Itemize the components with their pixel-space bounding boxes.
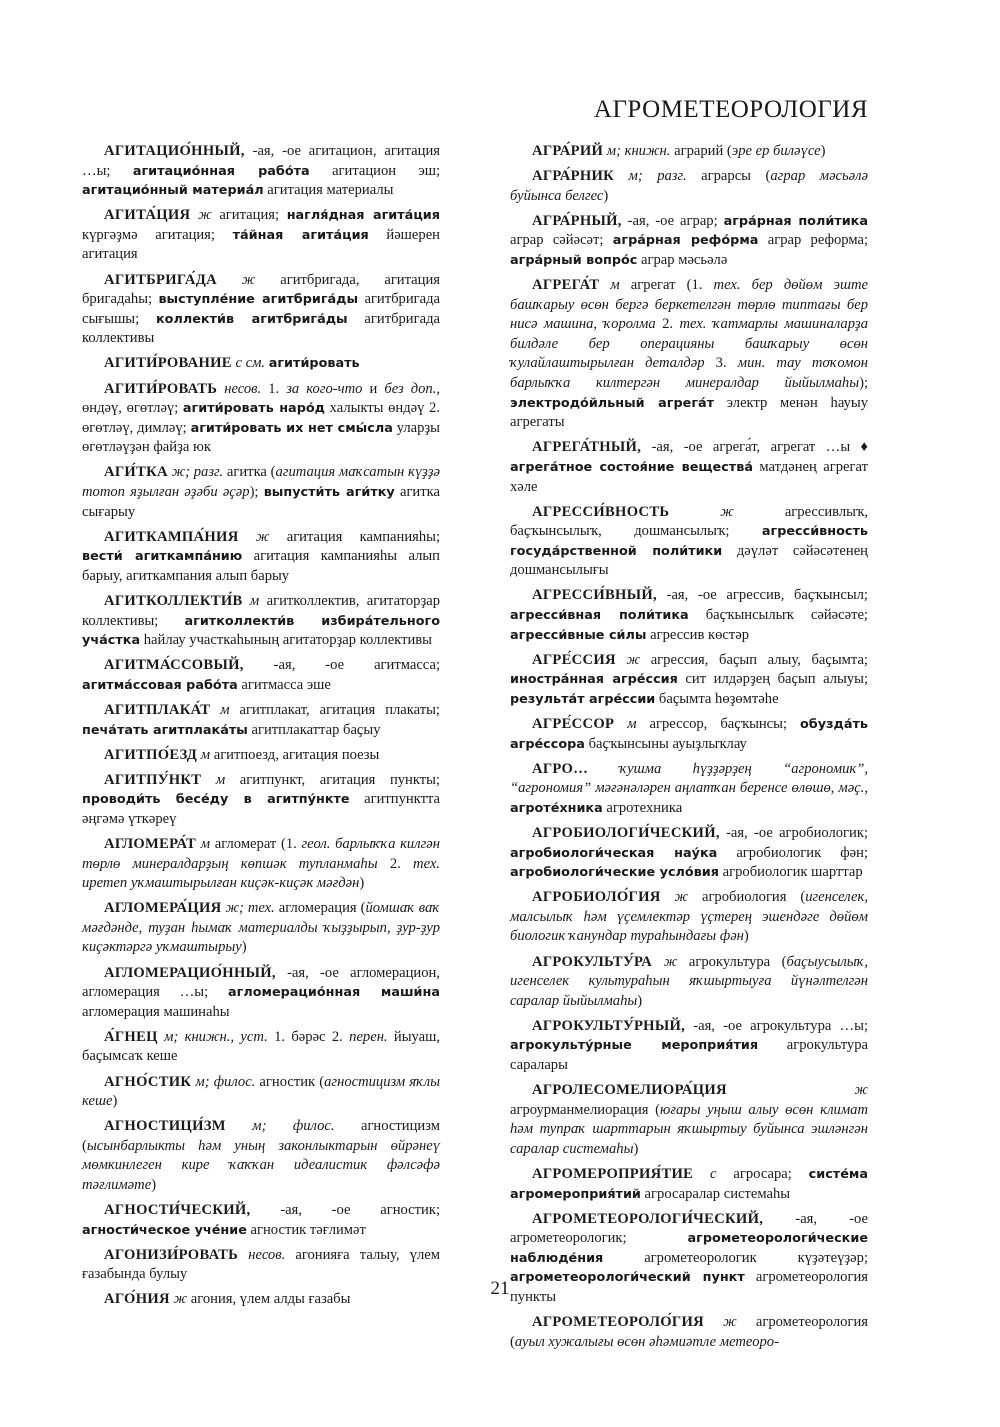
grammar-note: юғары уңыш алыу өсөн климат һәм тупраҡ шарттарын яҡшыртыу буйынса эшләнгән саралар системаһы	[510, 1101, 869, 1157]
grammar-note: м	[215, 771, 226, 788]
grammar-note: баҫыусылыҡ, игенселек культураһын яҡшыртыуға йүнәлтелгән саралар йыйылмаһы	[510, 953, 868, 1009]
gloss-text	[226, 1118, 252, 1134]
gloss-text	[201, 772, 216, 788]
gloss-text: агитбригада, агитация бригадаһы;	[82, 271, 440, 308]
phrase: печа́тать агитплака́ты	[82, 722, 248, 738]
headword: АГРОМЕТЕОРОЛОГИ́ЧЕСКИЙ,	[532, 1210, 764, 1227]
headword: АГНОСТИЦИ́ЗМ	[104, 1118, 226, 1135]
grammar-note: с	[710, 1166, 717, 1182]
dictionary-entry	[82, 701, 440, 740]
phrase: агрометеорологи́ческие наблюде́ния	[510, 1231, 868, 1266]
gloss-text	[614, 168, 629, 184]
gloss-text: агробиологик шарттар	[719, 864, 863, 881]
phrase: агитколлекти́в избира́тельного уча́стка	[82, 613, 441, 649]
phrase: агра́рная поли́тика	[723, 213, 868, 229]
phrase: та́йная агита́ция	[232, 227, 369, 243]
grammar-note: ж	[674, 889, 689, 906]
grammar-note: м; разг.	[628, 168, 687, 185]
headword: АГРЕ́ССОР	[532, 716, 615, 733]
gloss-text: агломерация (	[274, 900, 366, 917]
dictionary-entry	[82, 1201, 440, 1240]
gloss-text: агитация кампанияһы алып барыу, агиткампания алып барыу	[82, 548, 440, 584]
gloss-text	[669, 504, 720, 520]
gloss-text	[616, 652, 627, 668]
gloss-text: )	[743, 928, 749, 945]
gloss-text: баҫҡынсыны ауыҙлыҡлау	[584, 735, 747, 752]
phrase: агрокульту́рные мероприя́тия	[510, 1038, 759, 1054]
dictionary-entry	[82, 592, 440, 651]
gloss-text: халыкты өндәү 2. өгөтләү, димләү;	[82, 400, 440, 436]
dictionary-entry	[510, 760, 868, 819]
phrase: нагля́дная агита́ция	[286, 208, 440, 224]
dictionary-entry	[510, 586, 868, 645]
gloss-text: агностицизм (	[82, 1118, 440, 1154]
gloss-text: агитпунктта әңгәмә үткәреү	[82, 791, 440, 827]
headword: АГРА́РНИК	[532, 168, 615, 185]
gloss-text: агонияға талыу, үлем ғазабында булыу	[82, 1246, 440, 1283]
gloss-text: агрегат (1.	[619, 277, 714, 294]
gloss-text: аграр реформа;	[758, 232, 869, 249]
running-head: АГРОМЕТЕОРОЛОГИЯ	[593, 96, 868, 123]
dictionary-entry	[82, 899, 440, 958]
grammar-note: ҡушма һүҙҙәрҙең “агрономик”, “агрономия” мәғәнәләрен аңлатҡан беренсе өлөшө, мәҫ.	[510, 760, 868, 797]
phrase: агитма́ссовая рабо́та	[82, 677, 238, 693]
gloss-text: )	[603, 187, 609, 204]
dictionary-entry	[510, 212, 868, 271]
gloss-text: -ая, -ое агломерацион, агломерация …ы;	[82, 964, 440, 1001]
grammar-note: тех. иретеп уҡмаштырылған киҫәк-киҫәк мәғдән	[82, 855, 440, 892]
grammar-note: ж	[720, 503, 734, 520]
phrase: выпусти́ть аги́тку	[263, 485, 395, 500]
grammar-note: с см.	[235, 355, 266, 372]
gloss-text	[210, 702, 220, 718]
grammar-note: за кого-что	[286, 380, 363, 397]
grammar-note: ауыл хужалығы өсөн әһәмиәтле метеоро-	[514, 1333, 779, 1350]
phrase: агити́ровать	[268, 356, 360, 372]
gloss-text: агломерация машинаһы	[82, 1003, 230, 1020]
gloss-text: 3.	[704, 355, 738, 372]
phrase: выступле́ние агитбрига́ды	[158, 292, 359, 308]
headword: АГИТИ́РОВАНИЕ	[104, 355, 232, 372]
gloss-text: агрокультура саралары	[510, 1037, 868, 1074]
gloss-text: агробиологик фән;	[717, 844, 868, 861]
gloss-text: агитка (	[223, 464, 276, 481]
headword: АГРОБИОЛО́ГИЯ	[532, 889, 661, 906]
gloss-text: агитация материалы	[263, 182, 394, 199]
gloss-text: агротехника	[602, 799, 683, 816]
phrase: коллекти́в агитбрига́ды	[155, 311, 348, 327]
dictionary-entry	[82, 354, 440, 374]
gloss-text: )	[112, 1093, 118, 1110]
grammar-note: ж	[173, 1291, 188, 1308]
gloss-text: агитация кампанияһы;	[269, 528, 440, 545]
gloss-text: баҫҡынсылыҡ сәйәсәте;	[688, 607, 868, 624]
headword: АГИТПУ́НКТ	[104, 771, 202, 788]
gloss-text: -ая, -ое агитмасса;	[243, 657, 440, 674]
grammar-note: агитация маҡсатын күҙҙә тотоп яҙылған әҙәби әҫәр	[82, 464, 440, 500]
dictionary-entry	[510, 1313, 868, 1352]
phrase: агробиологи́ческие усло́вия	[510, 865, 719, 881]
gloss-text: агитпоезд, агитация поезы	[210, 746, 380, 763]
dictionary-entry	[82, 1117, 440, 1195]
gloss-text	[652, 954, 664, 970]
gloss-text: );	[859, 375, 868, 392]
right-column	[510, 142, 868, 1358]
phrase: электродо́йльный агрега́т	[510, 395, 715, 411]
headword: АГИТМА́ССОВЫЙ,	[104, 657, 244, 674]
gloss-text: агрессор, баҫҡынсы;	[636, 716, 801, 733]
gloss-text: агломерат (1.	[210, 836, 302, 852]
grammar-note: ж	[663, 953, 678, 970]
phrase: агитацио́нная рабо́та	[132, 163, 310, 179]
gloss-text: уларҙы өгөтләүҙән файҙа юк	[82, 419, 440, 456]
phrase: проводи́ть бесе́ду в агитпу́нкте	[82, 792, 350, 808]
grammar-note: ж	[626, 651, 641, 668]
gloss-text: )	[633, 1140, 639, 1157]
page-number: 21	[490, 1278, 510, 1299]
gloss-text	[693, 1166, 710, 1182]
headword: АГЛОМЕРА́Т	[104, 836, 197, 852]
grammar-note: ж	[255, 528, 270, 545]
gloss-text: агитацион эш;	[309, 162, 441, 179]
phrase: агрометеорологи́ческий пункт	[510, 1270, 745, 1286]
headword: АГОНИЗИ́РОВАТЬ	[104, 1246, 239, 1263]
headword: АГРОКУЛЬТУ́РА	[532, 953, 653, 970]
gloss-text: агитплакат, агитация плакаты;	[229, 701, 440, 718]
gloss-text: )	[241, 939, 247, 956]
gloss-text: агитплакаттар баҫыу	[247, 721, 381, 738]
phrase: агресси́вность госуда́рственной поли́тики	[510, 524, 868, 559]
headword: АГРА́РИЙ	[532, 143, 604, 159]
gloss-text: -ая, -ое агитацион, агитация …ы;	[82, 143, 440, 179]
gloss-text: электр менән һауыу агрегаты	[510, 394, 868, 431]
grammar-note: мин. тау тоҡомон барлыҡҡа килтергән минералдар йыйылмаһы	[510, 355, 869, 392]
gloss-text: 2.	[655, 316, 680, 333]
gloss-text: агробиология (	[688, 889, 806, 906]
headword: АГИ́ТКА	[104, 464, 168, 481]
gloss-text: йәшерен агитация	[82, 226, 440, 263]
dictionary-entry	[510, 503, 868, 581]
gloss-text: агитмасса эше	[237, 676, 331, 693]
headword: АГИТА́ЦИЯ	[104, 207, 191, 224]
grammar-note: м; книжн.	[606, 143, 671, 159]
headword: АГРА́РНЫЙ,	[532, 212, 622, 229]
gloss-text: агитпункт, агитация пункты;	[225, 771, 440, 788]
gloss-text: һайлау участкаһының агитаторҙар коллективы	[140, 632, 432, 649]
gloss-text: агрометеорологик күҙәтеүҙәр;	[603, 1249, 868, 1266]
grammar-note: без доп.	[384, 380, 437, 397]
gloss-text: -ая, -ое агностик;	[250, 1202, 440, 1219]
headword: АГНО́СТИК	[104, 1073, 192, 1090]
gloss-text	[614, 716, 627, 732]
grammar-note: ж	[854, 1082, 868, 1099]
grammar-note: м	[249, 592, 260, 609]
gloss-text	[217, 272, 242, 288]
gloss-text	[243, 593, 250, 609]
dictionary-entry	[510, 167, 868, 206]
phrase: агити́ровать их нет смы́сла	[190, 420, 393, 436]
gloss-text	[661, 889, 675, 905]
gloss-text	[239, 529, 256, 545]
gloss-text: агностик тәғлимәт	[246, 1221, 366, 1238]
dictionary-entry	[82, 380, 440, 458]
gloss-text: аграр сәйәсәт;	[510, 232, 613, 249]
gloss-text: -ая, -ое агробиологик;	[719, 825, 868, 841]
dictionary-entry	[510, 651, 868, 710]
grammar-note: м; книжн., уст.	[164, 1028, 268, 1045]
gloss-text: сит илдәрҙең баҫып алыуы;	[677, 671, 869, 688]
gloss-text: 1.	[261, 380, 287, 397]
gloss-text: дәүләт сәйәсәтенең дошмансылығы	[510, 542, 868, 579]
headword: АГНОСТИ́ЧЕСКИЙ,	[104, 1202, 251, 1219]
phrase: систе́ма агромероприя́тий	[510, 1167, 868, 1202]
dictionary-entry	[510, 142, 868, 162]
phrase: агра́рный вопро́с	[510, 252, 638, 268]
gloss-text: -ая, -ое агрометеорологик;	[510, 1210, 868, 1247]
grammar-note: ысынбарлыкты һәм уның законлыктарын өйрәнеү мөмкинлеген кире ҡаҡҡан идеалистик фәлсәфә тәғлимәте	[82, 1137, 440, 1193]
gloss-text: -ая, -ое агрега́т, агрегат …ы ♦	[641, 439, 868, 456]
gloss-text: аграр мәсьәлә	[637, 251, 728, 268]
gloss-text	[190, 207, 198, 223]
gloss-text: )	[820, 143, 826, 159]
grammar-note: ж	[241, 271, 256, 288]
gloss-text: агрокультура (	[677, 953, 787, 970]
grammar-note: м	[200, 746, 211, 763]
dictionary-entry	[82, 1028, 440, 1067]
dictionary-entry	[510, 1165, 868, 1204]
grammar-note: ж; тех.	[225, 900, 275, 917]
headword: АГРОМЕТЕОРОЛО́ГИЯ	[532, 1314, 704, 1331]
phrase: агресси́вная поли́тика	[510, 608, 689, 624]
grammar-note: эре ер биләүсе	[731, 143, 821, 159]
gloss-text: агония, үлем алды ғазабы	[187, 1291, 351, 1308]
gloss-text: агитка сығарыу	[82, 484, 440, 520]
headword: АГРОМЕРОПРИЯ́ТИЕ	[532, 1166, 694, 1182]
gloss-text	[588, 761, 619, 777]
gloss-text: агитколлектив, агитаторҙар коллективы;	[82, 592, 440, 629]
gloss-text: агроурманмелиорация (	[510, 1101, 661, 1118]
left-column	[82, 142, 440, 1316]
dictionary-entry	[82, 206, 440, 265]
gloss-text: )	[637, 992, 643, 1009]
gloss-text: , өндәү, өгөтләү;	[82, 380, 440, 417]
headword: АГРЕГА́Т	[532, 277, 600, 294]
dictionary-entry	[82, 271, 440, 349]
gloss-text: агрессия, баҫып алыу, баҫымта;	[640, 651, 868, 668]
dictionary-entry	[82, 746, 440, 766]
dictionary-entry	[82, 771, 440, 830]
dictionary-entry	[82, 656, 440, 695]
gloss-text: матдәнең агрегат хәле	[510, 458, 868, 495]
gloss-text: )	[151, 1177, 157, 1193]
phrase: иностра́нная агре́ссия	[510, 672, 678, 688]
headword: А́ГНЕЦ	[104, 1028, 158, 1045]
grammar-note: м; филос.	[252, 1118, 335, 1135]
dictionary-entry	[82, 463, 440, 522]
gloss-text: агрометеорология пункты	[510, 1269, 868, 1306]
grammar-note: аграр мәсьәлә буйынса белгес	[510, 168, 868, 204]
gloss-text: 2.	[377, 855, 414, 872]
grammar-note: игенселек, малсылыҡ һәм үҫемлектәр үҫтерең эшендәге дөйөм биологик ҡанундар тураһындағы фән	[510, 889, 868, 945]
phrase: агломерацио́нная маши́на	[228, 985, 440, 1001]
gloss-text: -ая, -ое агрессив, баҫҡынсыл;	[656, 587, 868, 604]
phrase: агрега́тное состоя́ние вещества́	[510, 459, 753, 475]
grammar-note: м; филос.	[195, 1073, 256, 1090]
gloss-text: баҫымта һөҙөмтәһе	[655, 690, 779, 707]
gloss-text: 1. бәрәс 2.	[267, 1028, 350, 1045]
gloss-text: );	[249, 484, 264, 500]
gloss-text: агитбригада коллективы	[82, 310, 440, 347]
gloss-text: ,	[864, 780, 868, 797]
headword: АГРОЛЕСОМЕЛИОРА́ЦИЯ	[532, 1082, 727, 1099]
gloss-text: аграрсы (	[686, 168, 771, 185]
phrase: обузда́ть агре́ссора	[510, 717, 868, 752]
dictionary-entry	[82, 142, 440, 201]
phrase: агробиологи́ческая нау́ка	[510, 845, 718, 861]
headword: АГРОКУЛЬТУ́РНЫЙ,	[532, 1017, 686, 1034]
dictionary-entry	[510, 276, 868, 433]
phrase: агитацио́нный материа́л	[82, 183, 264, 199]
gloss-text: йыуаш, баҫымсаҡ кеше	[82, 1028, 440, 1065]
gloss-text	[704, 1314, 723, 1330]
headword: АГРОБИОЛОГИ́ЧЕСКИЙ,	[532, 825, 720, 841]
grammar-note: м	[610, 277, 620, 294]
headword: АГРЕССИ́ВНОСТЬ	[532, 503, 670, 520]
gloss-text: -ая, -ое аграр;	[621, 212, 724, 229]
grammar-note: несов.	[224, 380, 262, 397]
dictionary-entry	[82, 1073, 440, 1112]
grammar-note: ж	[198, 207, 212, 224]
gloss-text: агитация;	[211, 207, 287, 224]
grammar-note: агностицизм яҡлы кеше	[82, 1073, 440, 1110]
grammar-note: тех. бер дөйөм эште башҡарыу өсөн бергә беркетелгән төрлө типтағы бер нисә машина, ҡоролма	[510, 277, 868, 333]
dictionary-entry	[510, 438, 868, 497]
gloss-text: -ая, -ое агрокультура …ы;	[685, 1017, 868, 1034]
phrase: агра́рная рефо́рма	[612, 233, 759, 249]
headword: АГО́НИЯ	[104, 1291, 170, 1308]
grammar-note: ж; разг.	[171, 464, 224, 481]
dictionary-entry	[82, 528, 440, 587]
grammar-note: перен.	[349, 1028, 388, 1045]
grammar-note: йомшаҡ ваҡ мәғдәнде, туҙан һымаҡ материалды ҡыҙҙырып, ҙур-ҙур киҫәктәргә уҡмаштырыу	[82, 900, 440, 956]
headword: АГРО…	[532, 760, 589, 777]
headword: АГИТИ́РОВАТЬ	[104, 380, 218, 397]
gloss-text: агросаралар системаһы	[640, 1185, 791, 1202]
dictionary-entry	[510, 1017, 868, 1076]
gloss-text: агрометеорология (	[510, 1314, 868, 1350]
headword: АГИТАЦИО́ННЫЙ,	[104, 143, 245, 159]
gloss-text: и	[362, 380, 385, 397]
grammar-note: ж	[723, 1314, 737, 1331]
headword: АГИТПО́ЕЗД	[104, 746, 198, 763]
grammar-note: м	[200, 836, 211, 852]
grammar-note: тех. ҡатмарлы машиналарҙа билдәле бер операцияны башҡарыу өсөн ҡулайлаштырылған деталдәр	[510, 316, 868, 372]
grammar-note: геол. барлыҡҡа килгән төрлө минералдарҙың көпшәк тупланмаһы	[82, 836, 440, 872]
gloss-text: агностик (	[255, 1073, 325, 1090]
phrase: агити́ровать наро́д	[182, 401, 325, 417]
gloss-text: аграрий (	[670, 143, 732, 159]
headword: АГИТКОЛЛЕКТИ́В	[104, 592, 243, 609]
gloss-text	[727, 1082, 855, 1098]
gloss-text: агитбригада сығышы;	[82, 291, 440, 327]
headword: АГРЕ́ССИЯ	[532, 651, 616, 668]
gloss-text: күргәҙмә агитация;	[82, 226, 233, 243]
gloss-text: )	[359, 875, 365, 892]
dictionary-entry	[510, 824, 868, 883]
dictionary-entry	[82, 835, 440, 894]
phrase: вести́ агиткампа́нию	[82, 549, 243, 565]
gloss-text: агросара;	[716, 1166, 809, 1182]
dictionary-entry	[82, 964, 440, 1023]
grammar-note: м	[220, 701, 230, 718]
headword: АГРЕССИ́ВНЫЙ,	[532, 587, 657, 604]
headword: АГЛОМЕРАЦИО́ННЫЙ,	[104, 964, 276, 981]
headword: АГЛОМЕРА́ЦИЯ	[104, 900, 222, 917]
grammar-note: м	[627, 716, 637, 733]
headword: АГРЕГА́ТНЫЙ,	[532, 439, 642, 456]
dictionary-entry	[510, 888, 868, 947]
gloss-text	[238, 1247, 248, 1263]
headword: АГИТПЛАКА́Т	[104, 701, 211, 718]
headword: АГИТКАМПА́НИЯ	[104, 528, 239, 545]
gloss-text: агрессив көстәр	[646, 626, 750, 643]
dictionary-entry	[510, 1081, 868, 1159]
gloss-text: агрессивлыҡ, баҫҡынсылыҡ, дошмансылыҡ;	[510, 503, 868, 540]
grammar-note: несов.	[248, 1246, 286, 1263]
gloss-text	[599, 277, 610, 293]
dictionary-entry	[510, 953, 868, 1012]
headword: АГИТБРИГА́ДА	[104, 271, 217, 288]
phrase: результа́т агре́ссии	[510, 691, 656, 707]
dictionary-entry	[510, 715, 868, 754]
phrase: агности́ческое уче́ние	[82, 1222, 247, 1238]
phrase: агроте́хника	[510, 800, 603, 816]
phrase: агресси́вные си́лы	[510, 627, 647, 643]
